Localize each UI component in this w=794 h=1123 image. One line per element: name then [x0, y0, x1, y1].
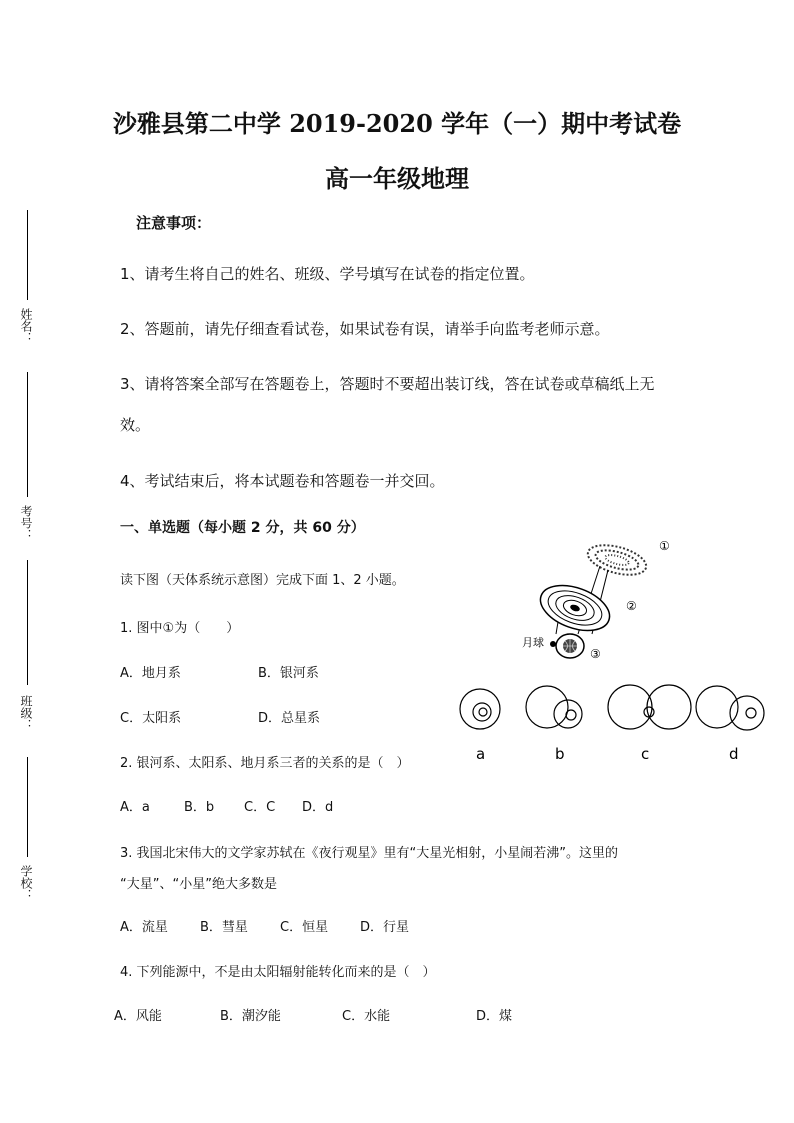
question-2-stem: 2. 银河系、太阳系、地月系三者的关系的是（ ）: [120, 756, 410, 771]
question-3-option-d: D．行星: [360, 920, 410, 935]
binding-line: [27, 560, 28, 685]
question-1-option-d: D．总星系: [258, 711, 321, 726]
earth-moon-icon: [550, 634, 584, 658]
question-2-option-a: A．a: [120, 800, 150, 815]
label-moon: 月球: [522, 636, 544, 649]
label-two: ②: [626, 599, 637, 613]
exam-title: 沙雅县第二中学 2019-2020 学年（一）期中考试卷: [112, 109, 682, 138]
notice-item: 4、考试结束后，将本试题卷和答题卷一并交回。: [120, 472, 445, 490]
binding-line: [27, 210, 28, 300]
notice-item-continued: 效。: [120, 416, 151, 434]
binding-line: [27, 372, 28, 497]
question-3-stem-continued: “大星”、“小星”绝大多数是: [120, 877, 277, 892]
question-3-option-c: C．恒星: [280, 920, 329, 935]
question-4-stem: 4. 下列能源中，不是由太阳辐射能转化而来的是（ ）: [120, 965, 436, 980]
notice-item: 3、请将答案全部写在答题卷上，答题时不要超出装订线，答在试卷或草稿纸上无: [120, 375, 655, 393]
binding-line: [27, 757, 28, 857]
question-2-option-b: B．b: [184, 800, 215, 815]
question-2-option-c: C．C: [244, 800, 276, 815]
label-one: ①: [659, 539, 670, 553]
question-4-option-a: A．风能: [114, 1009, 162, 1024]
venn-label-d: d: [729, 745, 739, 763]
question-3-option-b: B．彗星: [200, 920, 248, 935]
question-1-stem: 1. 图中①为（ ）: [120, 621, 240, 636]
section-intro: 读下图（天体系统示意图）完成下面 1、2 小题。: [120, 573, 405, 588]
exam-number-label: 考号：: [19, 505, 33, 541]
section-heading: 一、单选题（每小题 2 分，共 60 分）: [120, 520, 365, 536]
question-1-option-a: A．地月系: [120, 666, 181, 681]
exam-subtitle: 高一年级地理: [325, 164, 469, 193]
notice-heading: 注意事项：: [136, 214, 212, 232]
question-1-option-c: C．太阳系: [120, 711, 182, 726]
notice-item: 2、答题前，请先仔细查看试卷，如果试卷有误，请举手向监考老师示意。: [120, 320, 610, 338]
label-three: ③: [590, 647, 601, 661]
school-label: 学校：: [19, 865, 33, 901]
question-2-option-d: D．d: [302, 800, 334, 815]
venn-label-b: b: [555, 745, 565, 763]
name-label: 姓名：: [19, 308, 33, 344]
class-label: 班级：: [19, 695, 33, 731]
question-4-option-b: B．潮汐能: [220, 1009, 281, 1024]
celestial-system-diagram: [500, 530, 680, 670]
question-4-option-d: D．煤: [476, 1009, 513, 1024]
connector-line: [556, 622, 558, 634]
question-4-option-c: C．水能: [342, 1009, 391, 1024]
notice-item: 1、请考生将自己的姓名、班级、学号填写在试卷的指定位置。: [120, 265, 535, 283]
venn-option-a: [460, 689, 500, 729]
relationship-diagram: [455, 677, 775, 772]
venn-option-d: [696, 686, 764, 730]
venn-label-c: c: [641, 745, 650, 763]
question-1-option-b: B．银河系: [258, 666, 319, 681]
venn-option-b: [526, 686, 582, 728]
question-3-stem: 3. 我国北宋伟大的文学家苏轼在《夜行观星》里有“大星光相射，小星闹若沸”。这里的: [120, 846, 619, 861]
question-3-option-a: A．流星: [120, 920, 168, 935]
venn-option-c: [608, 685, 691, 729]
venn-label-a: a: [476, 745, 486, 763]
moon-icon: [550, 641, 556, 647]
galaxy-icon: [585, 540, 650, 581]
